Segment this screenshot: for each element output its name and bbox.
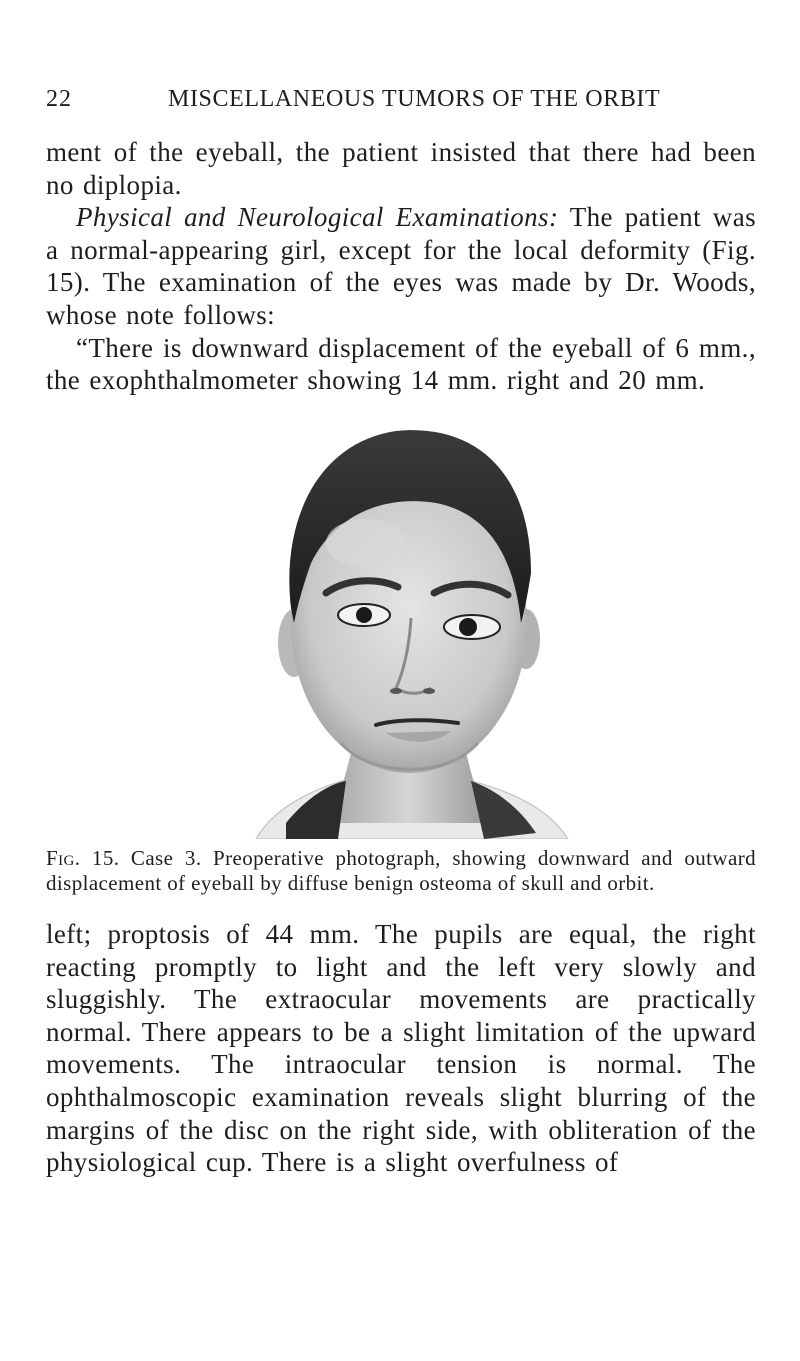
section-heading: Physical and Neurological Examinations:	[76, 202, 559, 233]
bottom-text-block	[46, 918, 756, 1179]
page-number: 22	[46, 86, 72, 112]
paragraph-quote-start: “There is downward displacement of the eyeball of 6 mm., the exophthalmometer showing 14 mm. right and 20 mm.	[46, 332, 756, 396]
top-text-block	[46, 136, 756, 397]
chapter-title: MISCELLANEOUS TUMORS OF THE ORBIT	[168, 86, 661, 112]
paragraph-examinations	[46, 201, 756, 331]
figure-caption	[46, 846, 756, 895]
paragraph-continuation: ment of the eyeball, the patient insisted that there had been no diplopia.	[46, 137, 756, 200]
figure-caption-text: Case 3. Preoperative photograph, showing downward and outward displacement of eyeball by diffuse benign osteoma of skull and orbit.	[46, 846, 756, 895]
paragraph-findings: left; proptosis of 44 mm. The pupils are equal, the right reacting promptly to light and the left very slowly and sluggishly. The extraocular movements are practically normal. There appears to be a slight limitation of the upward movements. The intraocular tension is normal. The ophthalmoscopic examination reveals slight blurring of the margins of the disc on the right side, with obliteration of the physiological cup. There is a slight overfulness of	[46, 919, 756, 1178]
running-head	[46, 86, 756, 116]
preoperative-photograph	[246, 403, 570, 839]
figure-label: Fig. 15.	[46, 846, 120, 870]
paragraph-examinations-body: The patient was a normal-appearing girl, except for the local deformity (Fig. 15). The examination of the eyes was made by Dr. Woods, whose note follows:	[46, 202, 756, 330]
